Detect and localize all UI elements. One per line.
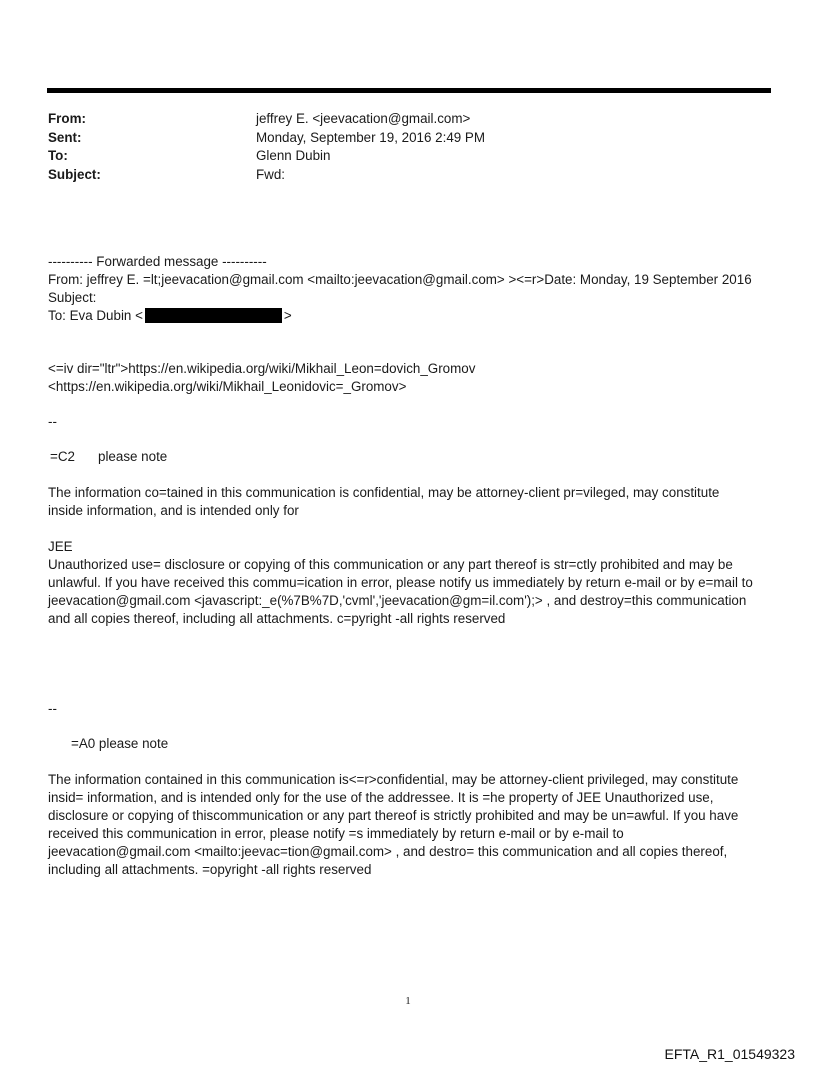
sig1-note-text: please note xyxy=(98,449,168,464)
sig2-dashes: -- xyxy=(48,701,57,716)
sig2-line: disclosure or copying of thiscommunication or any part thereof is strictly prohibited and may be un=awful. If you have xyxy=(48,807,739,823)
sig2-paragraph xyxy=(48,771,768,878)
sig2-line: including all attachments. =opyright -all rights reserved xyxy=(48,861,372,877)
from-row xyxy=(48,110,485,129)
sig1-note-prefix: =C2 xyxy=(50,449,75,464)
subject-row xyxy=(48,166,485,185)
to-value: Glenn Dubin xyxy=(256,148,331,163)
redaction-box xyxy=(145,308,282,323)
forward-to-suffix: > xyxy=(283,307,292,323)
sig1-para2-line: jeevacation@gmail.com <javascript:_e(%7B%7D,'cvml','jeevacation@gm=il.com');> , and destroy=this communication xyxy=(48,592,747,608)
header-rule xyxy=(47,88,771,93)
sent-row xyxy=(48,129,485,148)
to-label: To: xyxy=(48,148,68,163)
wiki-links xyxy=(48,360,768,396)
sig1-para2-line: Unauthorized use= disclosure or copying of this communication or any part thereof is str=ctly prohibited and may be xyxy=(48,556,733,572)
sig1-paragraph-1 xyxy=(48,484,768,520)
wiki-link-line-2: <https://en.wikipedia.org/wiki/Mikhail_Leonidovic=_Gromov> xyxy=(48,378,407,394)
forward-divider: ---------- Forwarded message ---------- xyxy=(48,254,267,269)
sig2-line: jeevacation@gmail.com <mailto:jeevac=tion@gmail.com> , and destro= this communication and all copies thereof, xyxy=(48,843,728,859)
subject-value: Fwd: xyxy=(256,166,286,182)
sig1-para2-line: and all copies thereof, including all attachments. c=pyright -all rights reserved xyxy=(48,610,506,626)
subject-label: Subject: xyxy=(48,166,101,182)
sig1-note xyxy=(48,448,768,466)
forward-to-prefix: To: Eva Dubin < xyxy=(48,307,143,323)
sig1-para2-line: unlawful. If you have received this commu=ication in error, please notify us immediately by return e-mail or by e=mail to xyxy=(48,574,753,590)
sig2-line: received this communication in error, please notify =s immediately by return e-mail or by e-mail to xyxy=(48,825,624,841)
email-header xyxy=(48,110,485,184)
sig2-line: The information contained in this communication is<=r>confidential, may be attorney-client privileged, may constitute xyxy=(48,772,739,787)
to-row xyxy=(48,147,485,166)
sig1-jee: JEE xyxy=(48,539,73,554)
sig1-paragraph-2 xyxy=(48,538,768,628)
from-value: jeffrey E. <jeevacation@gmail.com> xyxy=(256,111,471,126)
from-label: From: xyxy=(48,111,86,126)
forward-subject-line: Subject: xyxy=(48,289,97,305)
forward-to-line xyxy=(48,307,768,325)
sig1-para1-line: The information co=tained in this communication is confidential, may be attorney-client pr=vileged, may constitute xyxy=(48,485,720,500)
forwarded-header xyxy=(48,253,768,325)
sent-label: Sent: xyxy=(48,129,82,145)
sig2-line: insid= information, and is intended only for the use of the addressee. It is =he property of JEE Unauthorized use, xyxy=(48,789,714,805)
forward-from-line: From: jeffrey E. =lt;jeevacation@gmail.com <mailto:jeevacation@gmail.com> ><=r>Date: Monday, 19 September 2016 xyxy=(48,271,752,287)
sig2-note: =A0 please note xyxy=(71,736,169,751)
wiki-link-line-1: <=iv dir="ltr">https://en.wikipedia.org/wiki/Mikhail_Leon=dovich_Gromov xyxy=(48,361,476,376)
bates-number: EFTA_R1_01549323 xyxy=(664,1046,795,1062)
sent-value: Monday, September 19, 2016 2:49 PM xyxy=(256,129,486,145)
page-number: 1 xyxy=(405,995,411,1007)
sig1-dashes: -- xyxy=(48,414,57,429)
sig1-para1-line: inside information, and is intended only for xyxy=(48,502,299,518)
